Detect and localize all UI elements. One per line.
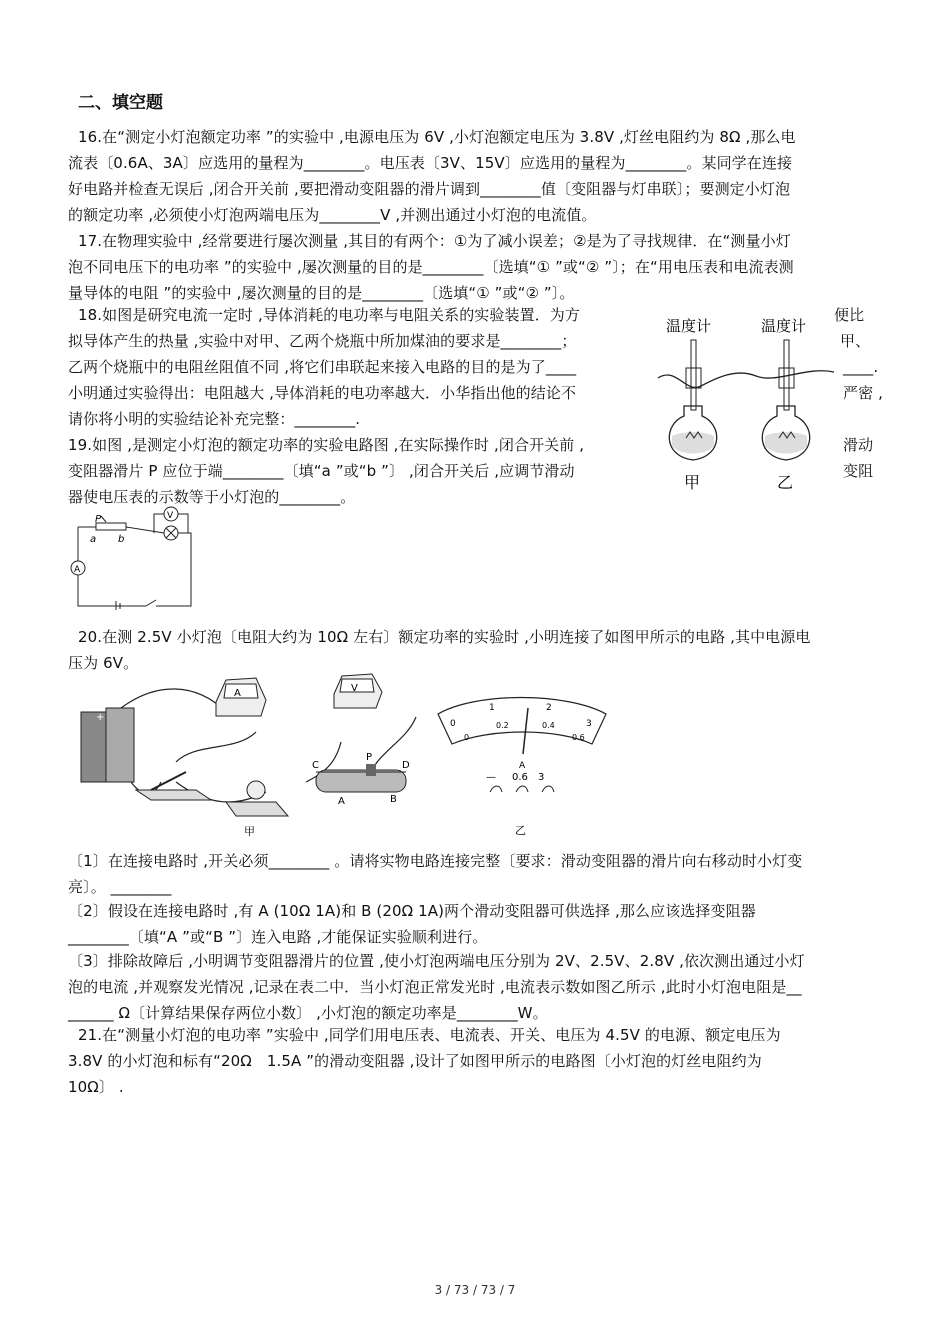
side-text: 严密 , xyxy=(843,384,883,402)
voltmeter-label: V xyxy=(167,511,174,521)
text-line: 请你将小明的实验结论补充完整：________. xyxy=(68,410,361,428)
flask-figure xyxy=(656,306,836,496)
text-line: 器使电压表的示数等于小灯泡的________。 xyxy=(68,488,356,506)
scale-outer-0: 0 xyxy=(450,719,456,729)
text-line: 变阻器滑片 P 应位于端________〔填“a ”或“b ”〕 ,闭合开关后 ,应调节滑动 xyxy=(68,462,575,480)
side-text: 变阻 xyxy=(843,462,874,480)
text-line: 19.如图 ,是测定小灯泡的额定功率的实验电路图 ,在实际操作时 ,闭合开关前 , xyxy=(68,436,585,454)
scale-outer-2: 2 xyxy=(546,703,552,713)
section-title: 二、填空题 xyxy=(78,93,163,113)
text-line: 3.8V 的小灯泡和标有“20Ω 1.5A ”的滑动变阻器 ,设计了如图甲所示的电路图〔小灯泡的灯丝电阻约为 xyxy=(68,1052,762,1070)
text-line: 泡不同电压下的电功率 ”的实验中 ,屡次测量的目的是________〔选填“① ”或“② ”〕；在“用电压表和电流表测 xyxy=(68,258,794,276)
text-line: 10Ω〕 . xyxy=(68,1078,124,1096)
side-text: ____. xyxy=(843,358,879,376)
rheostat-a-label: A xyxy=(338,796,345,807)
svg-text:+: + xyxy=(96,712,105,723)
flask-label-left: 甲 xyxy=(684,473,701,492)
terminal-minus: — xyxy=(486,772,496,783)
terminal-b-label: b xyxy=(118,534,125,545)
flask-label-right: 乙 xyxy=(777,473,794,492)
side-text: 滑动 xyxy=(843,436,874,454)
text-line: 17.在物理实验中 ,经常要进行屡次测量 ,其目的有两个：①为了减小误差；②是为了寻找规律．在“测量小灯 xyxy=(78,232,791,250)
rheostat-c-label: C xyxy=(312,760,319,771)
text-line: ______ Ω〔计算结果保存两位小数〕 ,小灯泡的额定功率是________W。 xyxy=(68,1004,548,1022)
text-line: 泡的电流 ,并观察发光情况 ,记录在表二中．当小灯泡正常发光时 ,电流表示数如图乙所示 ,此时小灯泡电阻是__ xyxy=(68,978,802,996)
text-line: 好电路并检查无误后 ,闭合开关前 ,要把滑动变阻器的滑片调到________值〔变阻器与灯串联〕；要测定小灯泡 xyxy=(68,180,791,198)
scale-inner-2: 0.4 xyxy=(542,721,555,730)
scale-inner-0: 0 xyxy=(464,733,470,742)
terminal-a-label: a xyxy=(90,534,97,545)
text-line: 20.在测 2.5V 小灯泡〔电阻大约为 10Ω 左右〕额定功率的实验时 ,小明连接了如图甲所示的电路 ,其中电源电 xyxy=(78,628,811,646)
text-line: 乙两个烧瓶中的电阻丝阻值不同 ,将它们串联起来接入电路的目的是为了____ xyxy=(68,358,577,376)
meter-center-a: A xyxy=(519,761,526,771)
side-text: 便比 xyxy=(834,306,865,324)
ammeter-label: A xyxy=(74,565,81,575)
rheostat-p-label: P xyxy=(366,752,373,763)
text-line: 16.在“测定小灯泡额定功率 ”的实验中 ,电源电压为 6V ,小灯泡额定电压为 3.8V ,灯丝电阻约为 8Ω ,那么电 xyxy=(78,128,796,146)
circuit-diagram-19 xyxy=(66,502,206,610)
text-line: ________〔填“A ”或“B ”〕连入电路 ,才能保证实验顺利进行。 xyxy=(68,928,488,946)
scale-inner-3: 0.6 xyxy=(572,733,585,742)
terminal-06: 0.6 xyxy=(512,772,528,783)
text-line: 的额定功率 ,必须使小灯泡两端电压为________V ,并测出通过小灯泡的电流值。 xyxy=(68,206,597,224)
rheostat-d-label: D xyxy=(402,760,410,771)
apparatus-figure xyxy=(76,672,616,844)
thermometer-label-left: 温度计 xyxy=(666,317,712,335)
scale-outer-3: 3 xyxy=(586,719,592,729)
text-line: 〔2〕假设在连接电路时 ,有 A (10Ω 1A)和 B (20Ω 1A)两个滑动变阻器可供选择 ,那么应该选择变阻器 xyxy=(68,902,756,920)
text-line: 量导体的电阻 ”的实验中 ,屡次测量的目的是________〔选填“① ”或“② ”〕。 xyxy=(68,284,575,302)
side-text: 甲、 xyxy=(840,332,871,350)
slider-p-label: P xyxy=(95,514,102,525)
thermometer-label-right: 温度计 xyxy=(761,317,807,335)
figure-jia-label: 甲 xyxy=(244,825,255,838)
page-footer: 3 / 73 / 73 / 7 xyxy=(434,1283,516,1297)
text-line: 压为 6V。 xyxy=(68,654,139,672)
text-line: 流表〔0.6A、3A〕应选用的量程为________。电压表〔3V、15V〕应选用的量程为________。某同学在连接 xyxy=(68,154,793,172)
text-line: 〔1〕在连接电路时 ,开关必须________ 。请将实物电路连接完整〔要求：滑动变阻器的滑片向右移动时小灯变 xyxy=(68,852,803,870)
voltmeter-letter: V xyxy=(351,683,358,694)
ammeter-letter: A xyxy=(234,688,241,699)
text-line: 亮〕。 ________ xyxy=(68,878,172,896)
scale-outer-1: 1 xyxy=(489,703,495,713)
figure-yi-label: 乙 xyxy=(515,824,526,837)
text-line: 21.在“测量小灯泡的电功率 ”实验中 ,同学们用电压表、电流表、开关、电压为 4.5V 的电源、额定电压为 xyxy=(78,1026,781,1044)
text-line: 小明通过实验得出：电阻越大 ,导体消耗的电功率越大．小华指出他的结论不 xyxy=(68,384,577,402)
scale-inner-1: 0.2 xyxy=(496,721,509,730)
text-line: 〔3〕排除故障后 ,小明调节变阻器滑片的位置 ,使小灯泡两端电压分别为 2V、2.5V、2.8V ,依次测出通过小灯 xyxy=(68,952,805,970)
text-line: 18.如图是研究电流一定时 ,导体消耗的电功率与电阻关系的实验装置．为方 xyxy=(78,306,580,324)
rheostat-b-label: B xyxy=(390,794,397,805)
terminal-3: 3 xyxy=(538,772,545,783)
text-line: 拟导体产生的热量 ,实验中对甲、乙两个烧瓶中所加煤油的要求是________； xyxy=(68,332,577,350)
